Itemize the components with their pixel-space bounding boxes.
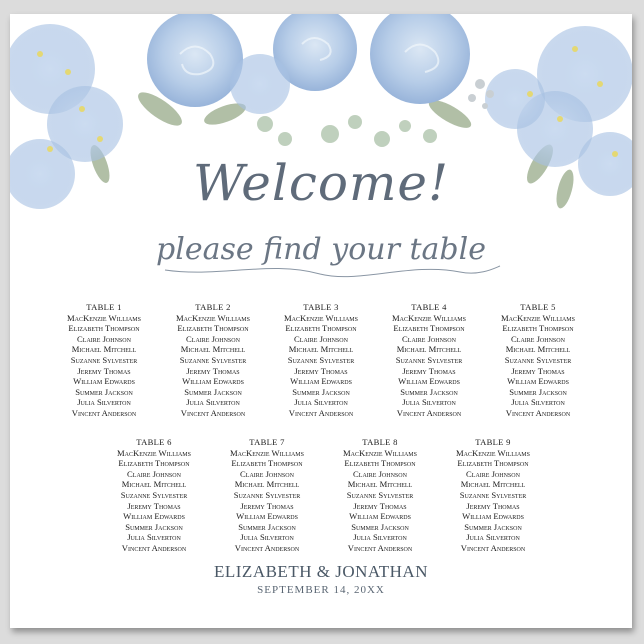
guest-name: Elizabeth Thompson: [118, 458, 190, 469]
guest-name: MacKenzie Williams: [284, 312, 358, 323]
guest-name: William Edwards: [236, 511, 298, 522]
table-card: [441, 437, 545, 554]
flourish-divider: [160, 252, 505, 282]
guest-name: Michael Mitchell: [121, 479, 187, 490]
table-name: TABLE 1: [86, 302, 122, 312]
guest-name: Claire Johnson: [77, 333, 131, 344]
welcome-title: Welcome!: [192, 154, 450, 212]
guest-name: MacKenzie Williams: [456, 447, 530, 458]
guest-name: Claire Johnson: [402, 333, 456, 344]
guest-name: Julia Silverton: [466, 532, 520, 543]
table-card: [377, 302, 481, 419]
guest-name: William Edwards: [398, 376, 460, 387]
guest-name: Julia Silverton: [127, 532, 181, 543]
guest-name: Jeremy Thomas: [77, 365, 131, 376]
guest-name: Suzanne Sylvester: [179, 354, 247, 365]
guest-name: Suzanne Sylvester: [346, 489, 414, 500]
guest-name: Summer Jackson: [238, 521, 296, 532]
guest-name: Jeremy Thomas: [186, 365, 240, 376]
guest-name: Michael Mitchell: [288, 344, 354, 355]
guest-name: Vincent Anderson: [180, 407, 246, 418]
guest-name: William Edwards: [462, 511, 524, 522]
guest-name: Claire Johnson: [294, 333, 348, 344]
guest-name: Elizabeth Thompson: [177, 323, 249, 334]
guest-name: Summer Jackson: [184, 386, 242, 397]
guest-name: Suzanne Sylvester: [504, 354, 572, 365]
guest-name: MacKenzie Williams: [67, 312, 141, 323]
find-table-subtitle: please find your table: [156, 232, 486, 267]
guest-name: Michael Mitchell: [234, 479, 300, 490]
guest-name: William Edwards: [123, 511, 185, 522]
guest-name: Jeremy Thomas: [511, 365, 565, 376]
table-card: [486, 302, 590, 419]
table-card: [102, 437, 206, 554]
table-card: [269, 302, 373, 419]
guest-name: Suzanne Sylvester: [395, 354, 463, 365]
guest-name: Claire Johnson: [127, 468, 181, 479]
couple-names: ELIZABETH & JONATHAN: [214, 562, 428, 581]
guest-name: Summer Jackson: [125, 521, 183, 532]
guest-name: Jeremy Thomas: [294, 365, 348, 376]
guest-name: Vincent Anderson: [234, 542, 300, 553]
guest-name: Suzanne Sylvester: [70, 354, 138, 365]
guest-name: Elizabeth Thompson: [68, 323, 140, 334]
guest-name: Michael Mitchell: [71, 344, 137, 355]
table-name: TABLE 7: [249, 437, 285, 447]
table-card: [328, 437, 432, 554]
guest-name: Michael Mitchell: [347, 479, 413, 490]
table-name: TABLE 6: [136, 437, 172, 447]
table-name: TABLE 9: [475, 437, 511, 447]
table-card: [161, 302, 265, 419]
guest-name: Michael Mitchell: [505, 344, 571, 355]
guest-name: Summer Jackson: [400, 386, 458, 397]
guest-name: Claire Johnson: [511, 333, 565, 344]
guest-name: Elizabeth Thompson: [285, 323, 357, 334]
guest-name: Elizabeth Thompson: [231, 458, 303, 469]
table-name: TABLE 2: [195, 302, 231, 312]
guest-name: MacKenzie Williams: [501, 312, 575, 323]
seating-chart-poster: [10, 14, 632, 628]
guest-name: Summer Jackson: [464, 521, 522, 532]
guest-name: Summer Jackson: [292, 386, 350, 397]
guest-name: William Edwards: [290, 376, 352, 387]
guest-name: Vincent Anderson: [460, 542, 526, 553]
guest-name: Jeremy Thomas: [402, 365, 456, 376]
guest-name: Claire Johnson: [186, 333, 240, 344]
guest-name: Vincent Anderson: [288, 407, 354, 418]
guest-name: Summer Jackson: [509, 386, 567, 397]
guest-name: Suzanne Sylvester: [233, 489, 301, 500]
guest-name: Julia Silverton: [186, 397, 240, 408]
guest-name: Julia Silverton: [353, 532, 407, 543]
guest-name: Suzanne Sylvester: [287, 354, 355, 365]
guest-name: MacKenzie Williams: [117, 447, 191, 458]
guest-name: Summer Jackson: [75, 386, 133, 397]
table-name: TABLE 4: [411, 302, 447, 312]
guest-name: Claire Johnson: [240, 468, 294, 479]
guest-name: William Edwards: [349, 511, 411, 522]
guest-name: MacKenzie Williams: [176, 312, 250, 323]
guest-name: MacKenzie Williams: [343, 447, 417, 458]
guest-name: Elizabeth Thompson: [344, 458, 416, 469]
guest-name: Summer Jackson: [351, 521, 409, 532]
guest-name: MacKenzie Williams: [230, 447, 304, 458]
guest-name: Michael Mitchell: [460, 479, 526, 490]
guest-name: Vincent Anderson: [505, 407, 571, 418]
guest-name: Julia Silverton: [294, 397, 348, 408]
guest-name: William Edwards: [73, 376, 135, 387]
guest-name: Julia Silverton: [77, 397, 131, 408]
guest-name: Vincent Anderson: [71, 407, 137, 418]
table-card: [215, 437, 319, 554]
guest-name: Vincent Anderson: [396, 407, 462, 418]
guest-name: Julia Silverton: [240, 532, 294, 543]
guest-name: Julia Silverton: [402, 397, 456, 408]
guest-name: Michael Mitchell: [180, 344, 246, 355]
table-name: TABLE 3: [303, 302, 339, 312]
guest-name: MacKenzie Williams: [392, 312, 466, 323]
guest-name: Julia Silverton: [511, 397, 565, 408]
guest-name: William Edwards: [507, 376, 569, 387]
guest-name: Claire Johnson: [466, 468, 520, 479]
guest-name: Suzanne Sylvester: [120, 489, 188, 500]
event-date: SEPTEMBER 14, 20XX: [257, 584, 385, 596]
guest-name: Jeremy Thomas: [353, 500, 407, 511]
guest-name: Jeremy Thomas: [466, 500, 520, 511]
guest-name: Elizabeth Thompson: [457, 458, 529, 469]
guest-name: Elizabeth Thompson: [502, 323, 574, 334]
table-name: TABLE 8: [362, 437, 398, 447]
guest-name: Vincent Anderson: [121, 542, 187, 553]
table-card: [52, 302, 156, 419]
guest-name: William Edwards: [182, 376, 244, 387]
table-name: TABLE 5: [520, 302, 556, 312]
guest-name: Michael Mitchell: [396, 344, 462, 355]
guest-name: Jeremy Thomas: [240, 500, 294, 511]
guest-name: Suzanne Sylvester: [459, 489, 527, 500]
guest-name: Jeremy Thomas: [127, 500, 181, 511]
guest-name: Vincent Anderson: [347, 542, 413, 553]
guest-name: Elizabeth Thompson: [393, 323, 465, 334]
guest-name: Claire Johnson: [353, 468, 407, 479]
